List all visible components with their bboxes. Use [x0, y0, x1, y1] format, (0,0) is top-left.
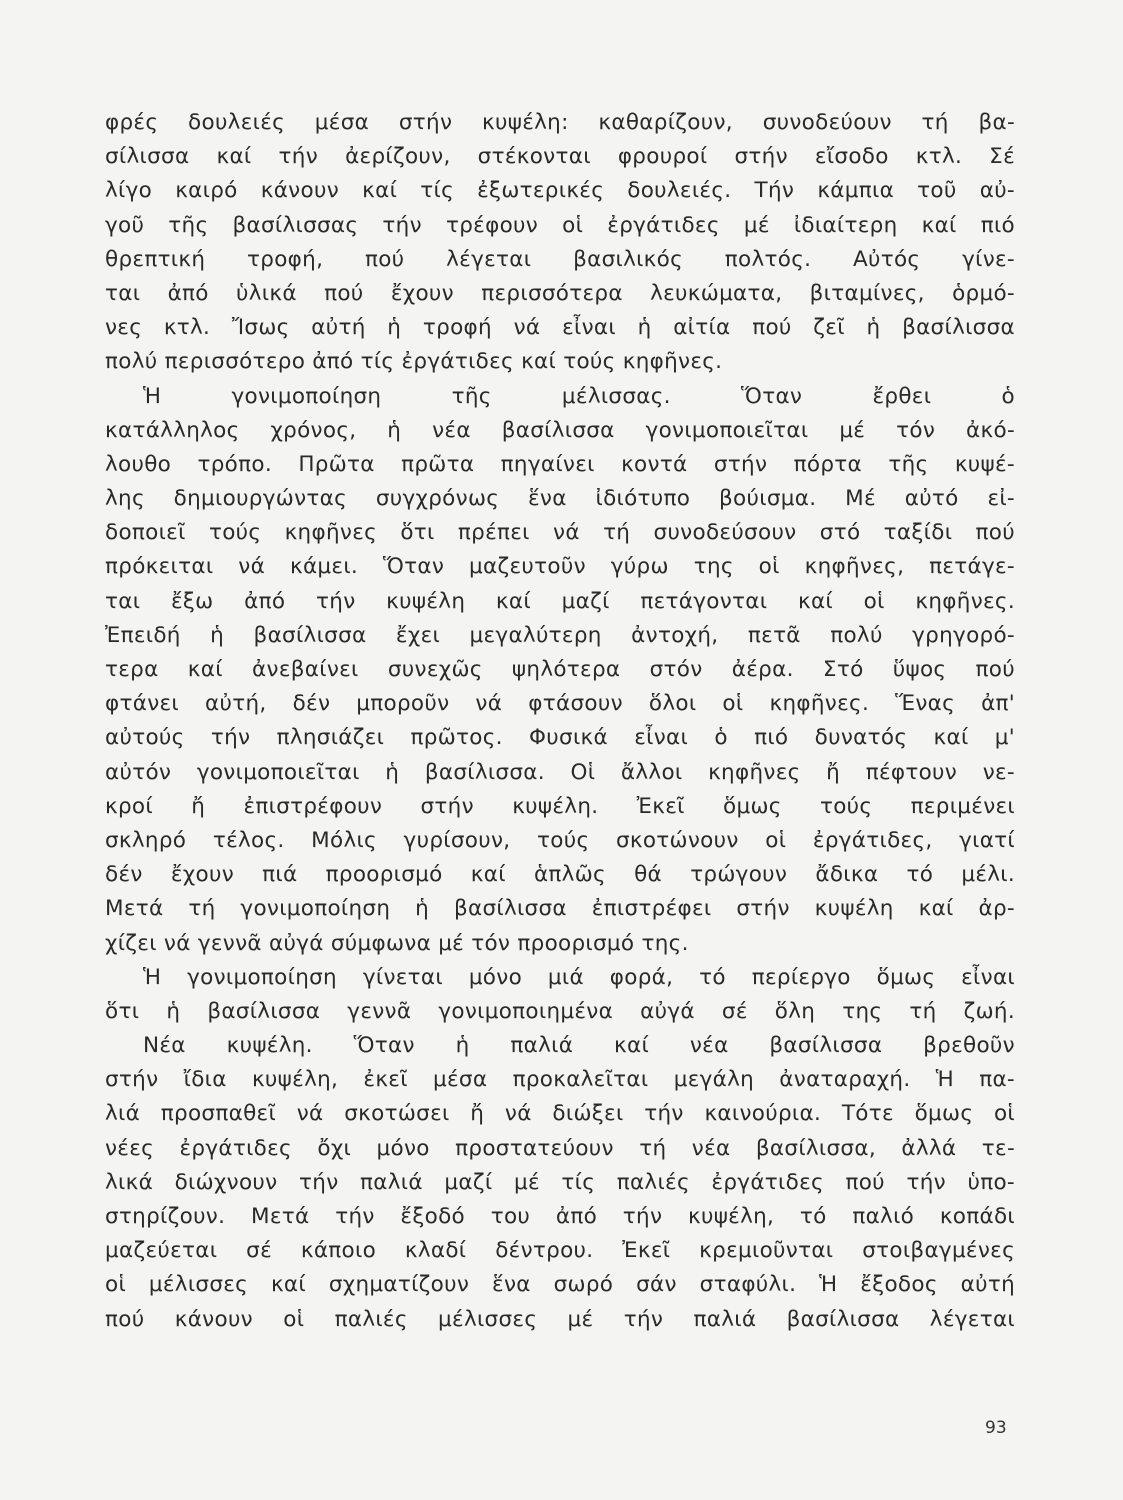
section-heading-line: Ἡ γονιμοποίηση τῆς μέλισσας. Ὅταν ἔρθει ὁ	[143, 383, 1015, 409]
text-line: λικά διώχνουν τήν παλιά μαζί μέ τίς παλιές ἐργάτιδες πού τήν ὑπο-	[105, 1169, 1015, 1195]
text-line: αὐτούς τήν πλησιάζει πρῶτος. Φυσικά εἶναι ὁ πιό δυνατός καί μ'	[105, 725, 1015, 751]
text-line: πού κάνουν οἱ παλιές μέλισσες μέ τήν παλιά βασίλισσα λέγεται	[105, 1306, 1015, 1332]
text-line: πρόκειται νά κάμει. Ὅταν μαζευτοῦν γύρω της οἱ κηφῆνες, πετάγε-	[105, 554, 1015, 580]
text-line: σίλισσα καί τήν ἀερίζουν, στέκονται φρουροί στήν εἴσοδο κτλ. Σέ	[105, 144, 1015, 170]
text-line: Μετά τή γονιμοποίηση ἡ βασίλισσα ἐπιστρέφει στήν κυψέλη καί ἀρ-	[105, 896, 1015, 922]
text-line: χίζει νά γεννᾶ αὐγά σύμφωνα μέ τόν προορισμό της.	[105, 930, 689, 956]
text-line: κροί ἤ ἐπιστρέφουν στήν κυψέλη. Ἐκεῖ ὅμως τούς περιμένει	[105, 793, 1015, 819]
text-line: ὅτι ἡ βασίλισσα γεννᾶ γονιμοποιημένα αὐγά σέ ὅλη της τή ζωή.	[105, 998, 1015, 1024]
text-line: φτάνει αὐτή, δέν μποροῦν νά φτάσουν ὅλοι οἱ κηφῆνες. Ἕνας ἀπ'	[105, 691, 1015, 717]
text-line: Ἐπειδή ἡ βασίλισσα ἔχει μεγαλύτερη ἀντοχή, πετᾶ πολύ γρηγορό-	[105, 622, 1015, 648]
section-heading-line: Νέα κυψέλη. Ὅταν ἡ παλιά καί νέα βασίλισσα βρεθοῦν	[143, 1033, 1015, 1059]
body-text	[105, 106, 1015, 1337]
text-line: Ἡ γονιμοποίηση γίνεται μόνο μιά φορά, τό περίεργο ὅμως εἶναι	[143, 964, 1015, 990]
text-line: ται ἀπό ὑλικά πού ἔχουν περισσότερα λευκώματα, βιταμίνες, ὁρμό-	[105, 280, 1015, 306]
text-line: λης δημιουργώντας συγχρόνως ἕνα ἰδιότυπο βούισμα. Μέ αὐτό εἰ-	[105, 486, 1015, 512]
text-line: λιά προσπαθεῖ νά σκοτώσει ἤ νά διώξει τήν καινούρια. Τότε ὅμως οἱ	[105, 1101, 1015, 1127]
text-line: φρές δουλειές μέσα στήν κυψέλη: καθαρίζουν, συνοδεύουν τή βα-	[105, 110, 1015, 135]
text-line: ται ἔξω ἀπό τήν κυψέλη καί μαζί πετάγονται καί οἱ κηφῆνες.	[105, 588, 1015, 614]
text-line: αὐτόν γονιμοποιεῖται ἡ βασίλισσα. Οἱ ἄλλοι κηφῆνες ἤ πέφτουν νε-	[105, 759, 1015, 785]
text-line: δοποιεῖ τούς κηφῆνες ὅτι πρέπει νά τή συνοδεύσουν στό ταξίδι πού	[105, 520, 1015, 546]
text-line: τερα καί ἀνεβαίνει συνεχῶς ψηλότερα στόν ἀέρα. Στό ὕψος πού	[105, 657, 1015, 682]
text-line: θρεπτική τροφή, πού λέγεται βασιλικός πολτός. Αὐτός γίνε-	[105, 246, 1015, 272]
text-line: κατάλληλος χρόνος, ἡ νέα βασίλισσα γονιμοποιεῖται μέ τόν ἀκό-	[105, 417, 1015, 443]
text-line: νέες ἐργάτιδες ὄχι μόνο προστατεύουν τή νέα βασίλισσα, ἀλλά τε-	[105, 1135, 1015, 1161]
text-line: δέν ἔχουν πιά προορισμό καί ἁπλῶς θά τρώγουν ἄδικα τό μέλι.	[105, 862, 1015, 888]
text-line: λίγο καιρό κάνουν καί τίς ἐξωτερικές δουλειές. Τήν κάμπια τοῦ αὐ-	[105, 178, 1015, 204]
text-line: νες κτλ. Ἴσως αὐτή ἡ τροφή νά εἶναι ἡ αἰτία πού ζεῖ ἡ βασίλισσα	[105, 315, 1015, 341]
text-line: στήν ἴδια κυψέλη, ἐκεῖ μέσα προκαλεῖται μεγάλη ἀναταραχή. Ἡ πα-	[105, 1067, 1015, 1093]
text-line: μαζεύεται σέ κάποιο κλαδί δέντρου. Ἐκεῖ κρεμιοῦνται στοιβαγμένες	[105, 1238, 1015, 1264]
text-line: οἱ μέλισσες καί σχηματίζουν ἕνα σωρό σάν σταφύλι. Ἡ ἔξοδος αὐτή	[105, 1272, 1015, 1298]
text-line: γοῦ τῆς βασίλισσας τήν τρέφουν οἱ ἐργάτιδες μέ ἰδιαίτερη καί πιό	[105, 212, 1015, 238]
page-number: 93	[985, 1418, 1007, 1438]
text-line: λουθο τρόπο. Πρῶτα πρῶτα πηγαίνει κοντά στήν πόρτα τῆς κυψέ-	[105, 451, 1015, 477]
text-line: πολύ περισσότερο ἀπό τίς ἐργάτιδες καί τούς κηφῆνες.	[105, 349, 723, 375]
text-line: στηρίζουν. Μετά τήν ἔξοδό του ἀπό τήν κυψέλη, τό παλιό κοπάδι	[105, 1204, 1015, 1229]
text-line: σκληρό τέλος. Μόλις γυρίσουν, τούς σκοτώνουν οἱ ἐργάτιδες, γιατί	[105, 827, 1015, 853]
